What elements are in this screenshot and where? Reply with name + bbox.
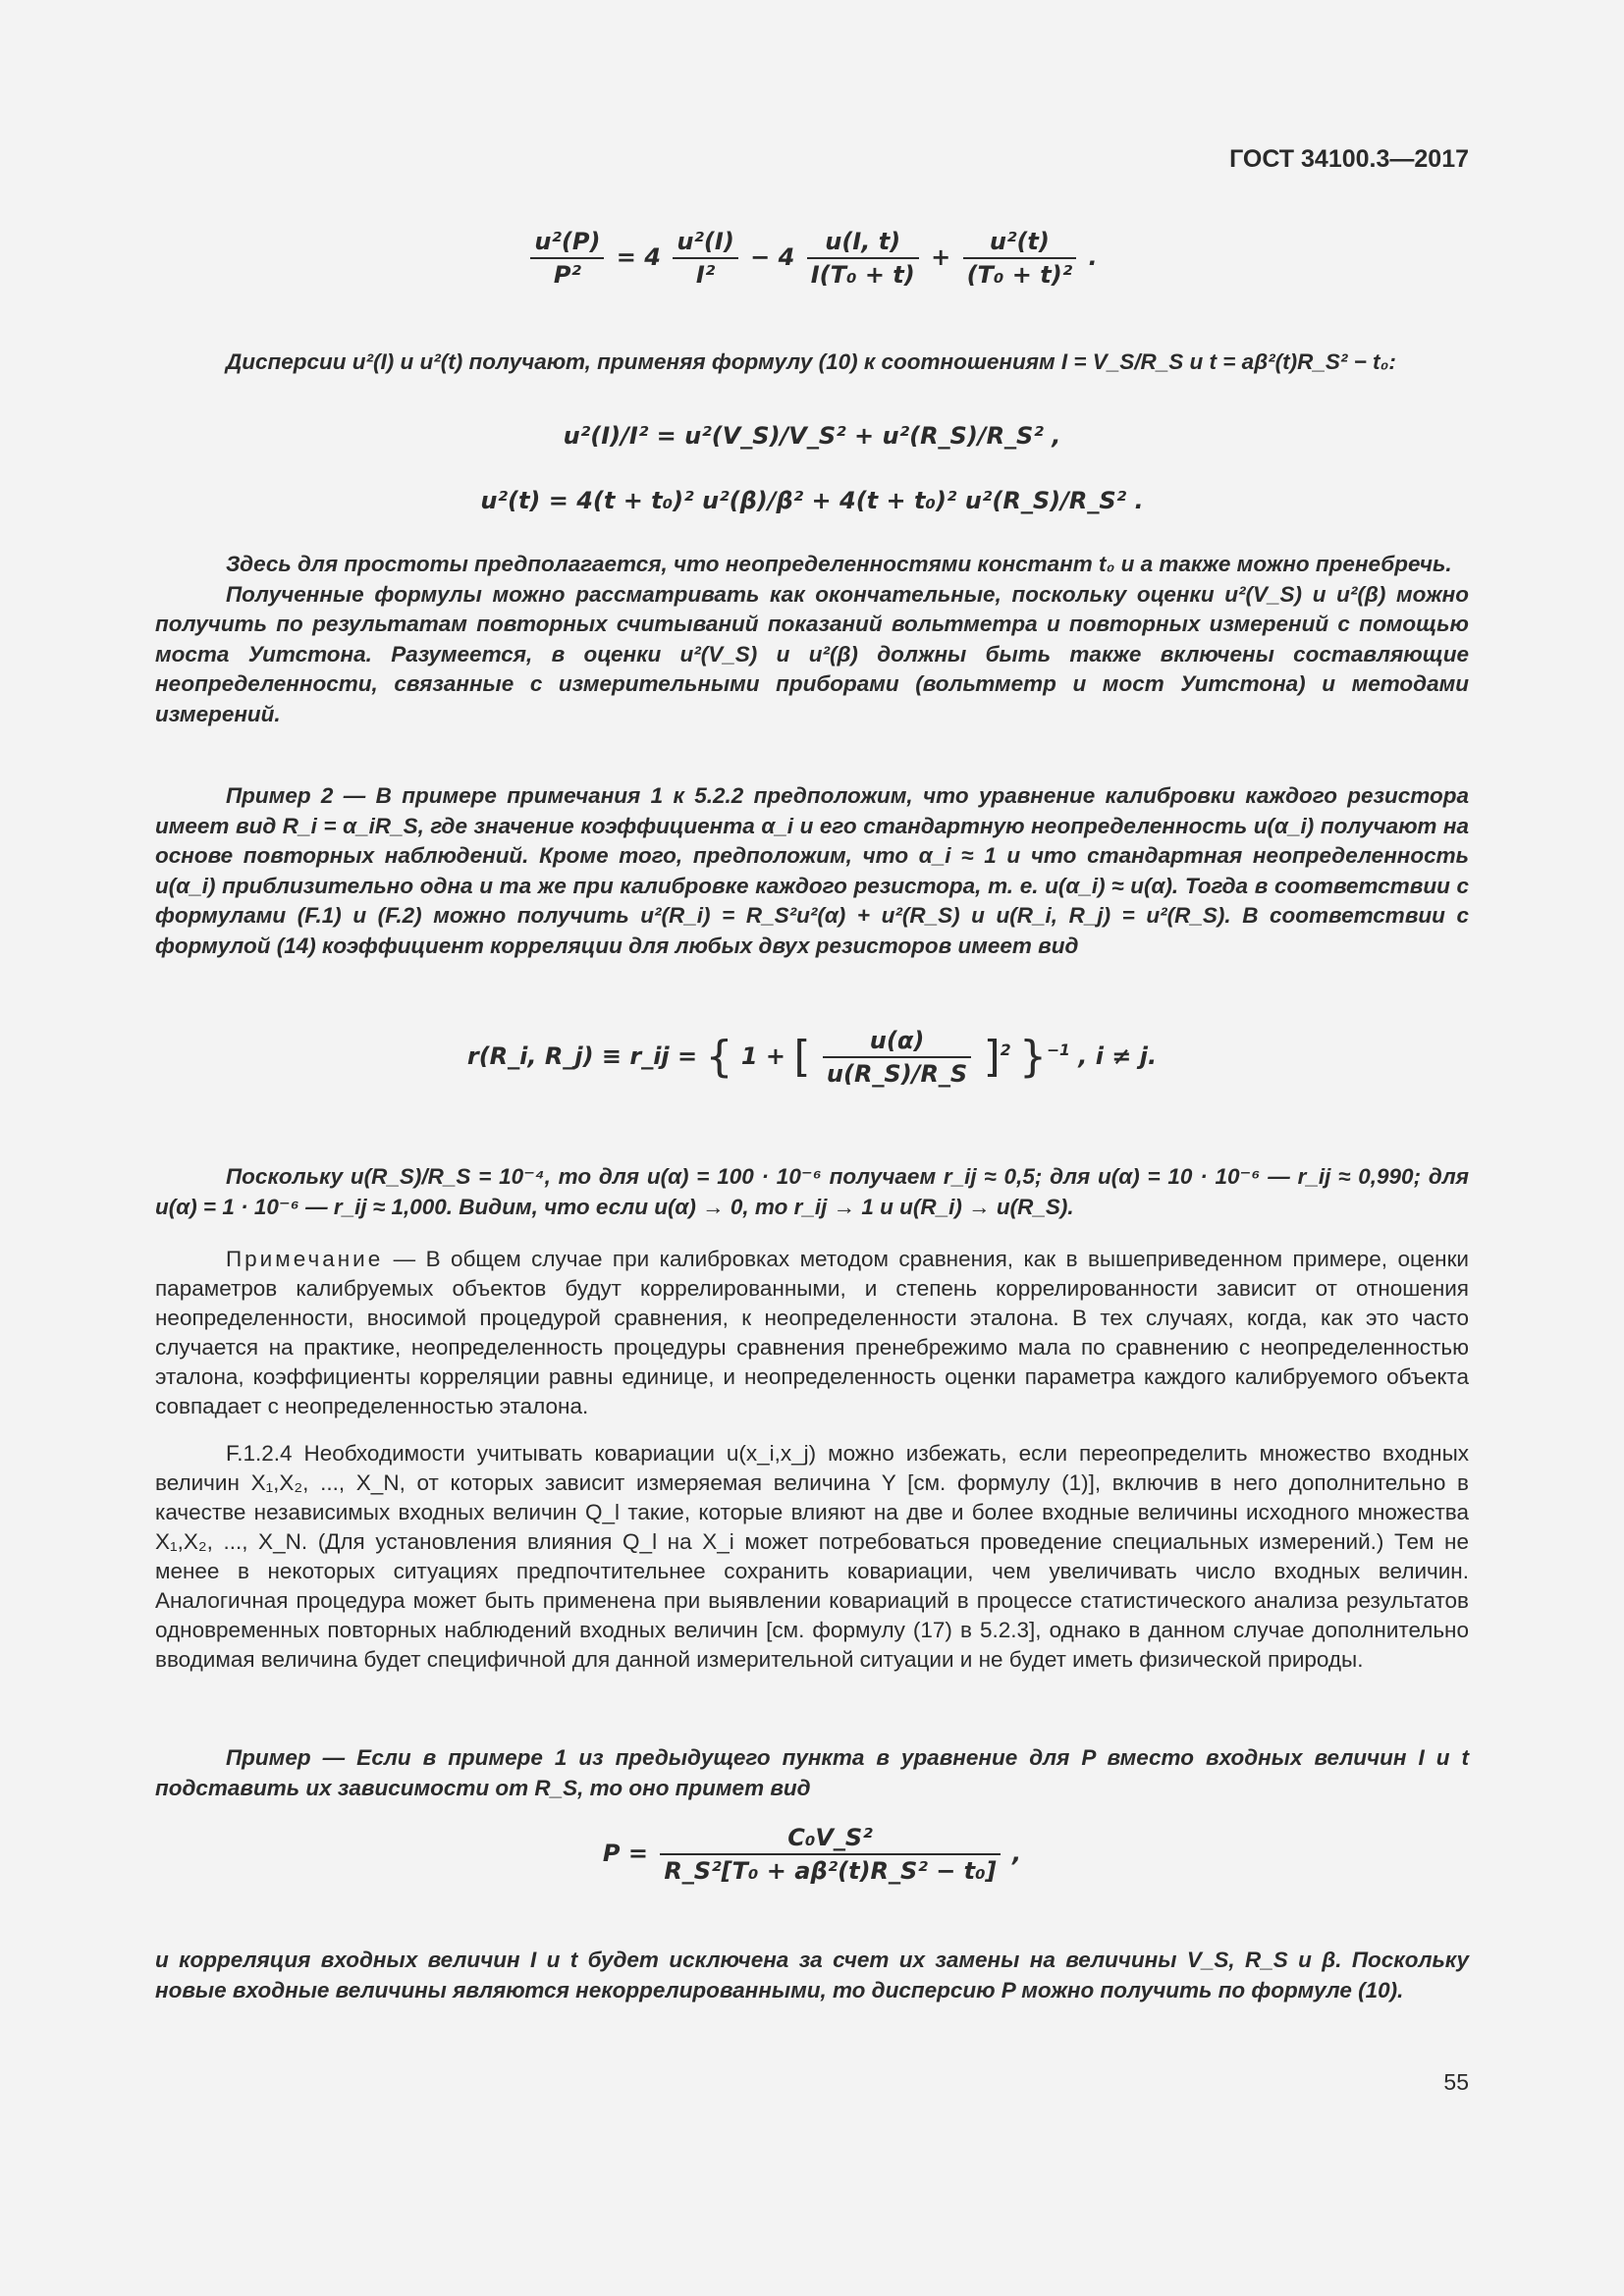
paragraph-variance-intro: Дисперсии u²(I) и u²(t) получают, применяя формулу (10) к соотношениям I = V_S/R_S и t = aβ²(t)R_S² − t₀:: [226, 349, 1396, 374]
paragraph-group-explanation: [155, 550, 1469, 729]
formula-power: P = $\frac{\text{C₀V\_S²}}{\text{R\_S²[T₀ + aβ²(t)R\_S² − t₀]}}$ ,: [602, 1824, 1022, 1885]
paragraph-simplification: Здесь для простоты предполагается, что неопределенностями констант t₀ и a также можно пренебречь.: [226, 552, 1452, 576]
paragraph-correlation-excluded: и корреляция входных величин I и t будет исключена за счет их замены на величины V_S, R_S и β. Поскольку новые входные величины являются некоррелированными, то дисперсию P можно получить по формуле (10).: [155, 1948, 1469, 2002]
paragraph-f-1-2-4: F.1.2.4 Необходимости учитывать ковариации u(x_i,x_j) можно избежать, если переопределить множество входных величин X₁,X₂, ..., X_N, от которых зависит измеряемая величина Y [см. формулу (1)], включив в него дополнительно в качестве независимых входных величин Q_l такие, которые влияют на две и более входные величины исходного множества X₁,X₂, ..., X_N. (Для установления влияния Q_l на X_i может потребоваться проведение специальных измерений.) Тем не менее в некоторых ситуациях предпочтительнее сохранить ковариации, чем увеличивать число входных величин. Аналогичная процедура может быть применена при выявлении ковариаций в процессе статистического анализа результатов одновременных повторных наблюдений входных величин [см. формулу (17) в 5.2.3], однако в данном случае дополнительно вводимая величина будет специфичной для данной измерительной ситуации и не будет иметь физической природы.: [155, 1441, 1469, 1672]
paragraph-example-substitution: Пример — Если в примере 1 из предыдущего пункта в уравнение для P вместо входных величин I и t подставить их зависимости от R_S, то оно примет вид: [155, 1745, 1469, 1800]
document-header: ГОСТ 34100.3—2017: [1229, 145, 1469, 173]
note-paragraph: [155, 1245, 1469, 1421]
note-label: Примечание: [226, 1247, 384, 1271]
paragraph-final-formulas: Полученные формулы можно рассматривать как окончательные, поскольку оценки u²(V_S) и u²(β) можно получить по результатам повторных считываний показаний вольтметра и повторных измерений с помощью моста Уитстона. Разумеется, в оценки u²(V_S) и u²(β) должны быть также включены составляющие неопределенности, связанные с измерительными приборами (вольтметр и мост Уитстона) и методами измерений.: [155, 581, 1469, 726]
formula-relative-variance-p: $\frac{\text{u²(P)}}{\text{P²}}$ = 4 $\frac{\text{u²(I)}}{\text{I²}}$ − 4 $\frac{u(I, t)}{\text{I(T₀ + t)}}$ + $\frac{\text{u²(t)}}{\text{(T₀ + t)²}}$ .: [155, 228, 1469, 289]
paragraph-example-2: Пример 2 — В примере примечания 1 к 5.2.2 предположим, что уравнение калибровки каждого резистора имеет вид R_i = α_iR_S, где значение коэффициента α_i и его стандартную неопределенность u(α_i) получают на основе повторных наблюдений. Кроме того, предположим, что α_i ≈ 1 и что стандартная неопределенность u(α_i) приблизительно одна и та же при калибровке каждого резистора, т. е. u(α_i) ≈ u(α). Тогда в соответствии с формулами (F.1) и (F.2) можно получить u²(R_i) = R_S²u²(α) + u²(R_S) и u(R_i, R_j) = u²(R_S). В соответствии с формулой (14) коэффициент корреляции для любых двух резисторов имеет вид: [155, 783, 1469, 958]
formula-variance-temperature: u²(t) = 4(t + t₀)² u²(β)/β² + 4(t + t₀)² u²(R_S)/R_S² .: [480, 487, 1144, 514]
formula-variance-current: u²(I)/I² = u²(V_S)/V_S² + u²(R_S)/R_S² ,: [563, 422, 1061, 450]
formula-correlation-coefficient: r(R_i, R_j) ≡ r_ij = { 1 + [ $\frac{u(\alpha)}{u(R\_S)/R\_S}$ ]$^2$ }$^{-1}$ , i ≠ j.: [466, 1027, 1158, 1088]
note-text: — В общем случае при калибровках методом сравнения, как в вышеприведенном примере, оценки параметров калибруемых объектов будут коррелированными, и степень коррелированности зависит от отношения неопределенности, вносимой процедурой сравнения, к неопределенности эталона. В тех случаях, когда, как это часто случается на практике, неопределенность процедуры сравнения пренебрежимо мала по сравнению с неопределенностью эталона, коэффициенты корреляции равны единице, и неопределенность оценки параметра каждого калибруемого объекта совпадает с неопределенностью эталона.: [155, 1247, 1469, 1418]
paragraph-correlation-values: Поскольку u(R_S)/R_S = 10⁻⁴, то для u(α) = 100 · 10⁻⁶ получаем r_ij ≈ 0,5; для u(α) = 10 · 10⁻⁶ — r_ij ≈ 0,990; для u(α) = 1 · 10⁻⁶ — r_ij ≈ 1,000. Видим, что если u(α) → 0, то r_ij → 1 и u(R_i) → u(R_S).: [155, 1164, 1469, 1219]
page-number: 55: [1443, 2069, 1469, 2095]
